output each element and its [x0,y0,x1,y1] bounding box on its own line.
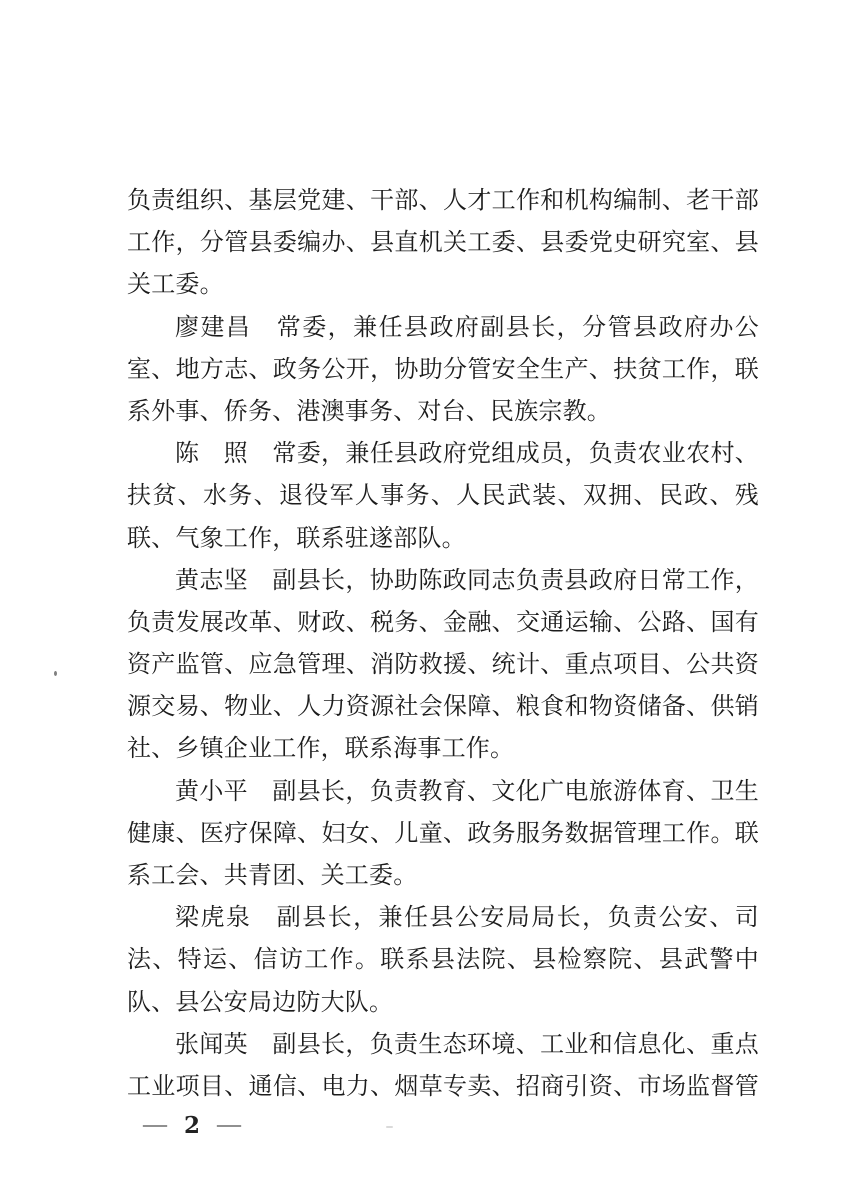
paragraph-continuation [127,180,759,307]
doc-line: 联、气象工作，联系驻遂部队。 [127,525,466,552]
doc-line: 队、县公安局边防大队。 [127,989,394,1016]
doc-line: 工作，分管县委编办、县直机关工委、县委党史研究室、县 [127,230,759,257]
paragraph-official [127,307,759,434]
page-number: 2 [184,1111,201,1139]
doc-line: 陈 照 常委，兼任县政府党组成员，负责农业农村、 [175,441,759,468]
doc-line: 法、特运、信访工作。联系县法院、县检察院、县武警中 [127,947,759,974]
scan-speck [386,1126,393,1128]
doc-line: 系工会、共青团、关工委。 [127,863,418,889]
paragraph-official [127,897,759,1024]
doc-line: 资产监管、应急管理、消防救援、统计、重点项目、公共资 [127,652,759,679]
paragraph-official [127,771,759,898]
doc-line: 系外事、侨务、港澳事务、对台、民族宗教。 [127,398,611,425]
doc-line: 张闻英 副县长，负责生态环境、工业和信息化、重点 [175,1031,759,1058]
paragraph-official [127,1024,759,1108]
doc-line: 健康、医疗保障、妇女、儿童、政务服务数据管理工作。联 [127,820,759,847]
doc-line: 黄小平 副县长，负责教育、文化广电旅游体育、卫生 [175,778,759,805]
doc-line: 关工委。 [127,272,224,299]
scan-speck [54,671,57,676]
doc-line: 源交易、物业、人力资源社会保障、粮食和物资储备、供销 [127,694,759,721]
doc-line: 负责发展改革、财政、税务、金融、交通运输、公路、国有 [127,609,759,636]
doc-line: 负责组织、基层党建、干部、人才工作和机构编制、老干部 [127,188,759,214]
doc-line: 黄志坚 副县长，协助陈政同志负责县政府日常工作， [175,567,759,594]
doc-line: 工业项目、通信、电力、烟草专卖、招商引资、市场监督管 [127,1073,759,1100]
doc-line: 室、地方志、政务公开，协助分管安全生产、扶贫工作，联 [127,356,759,383]
footer-dash-right: — [217,1114,242,1135]
page-number-footer [143,1108,241,1142]
document-body [127,180,759,1108]
footer-dash-left: — [143,1114,167,1135]
paragraph-official [127,433,759,560]
doc-line: 廖建昌 常委，兼任县政府副县长，分管县政府办公 [175,314,759,341]
doc-line: 扶贫、水务、退役军人事务、人民武装、双拥、民政、残 [127,483,759,510]
doc-line: 梁虎泉 副县长，兼任县公安局局长，负责公安、司 [175,905,759,932]
paragraph-official [127,560,759,771]
doc-line: 社、乡镇企业工作，联系海事工作。 [127,736,515,763]
